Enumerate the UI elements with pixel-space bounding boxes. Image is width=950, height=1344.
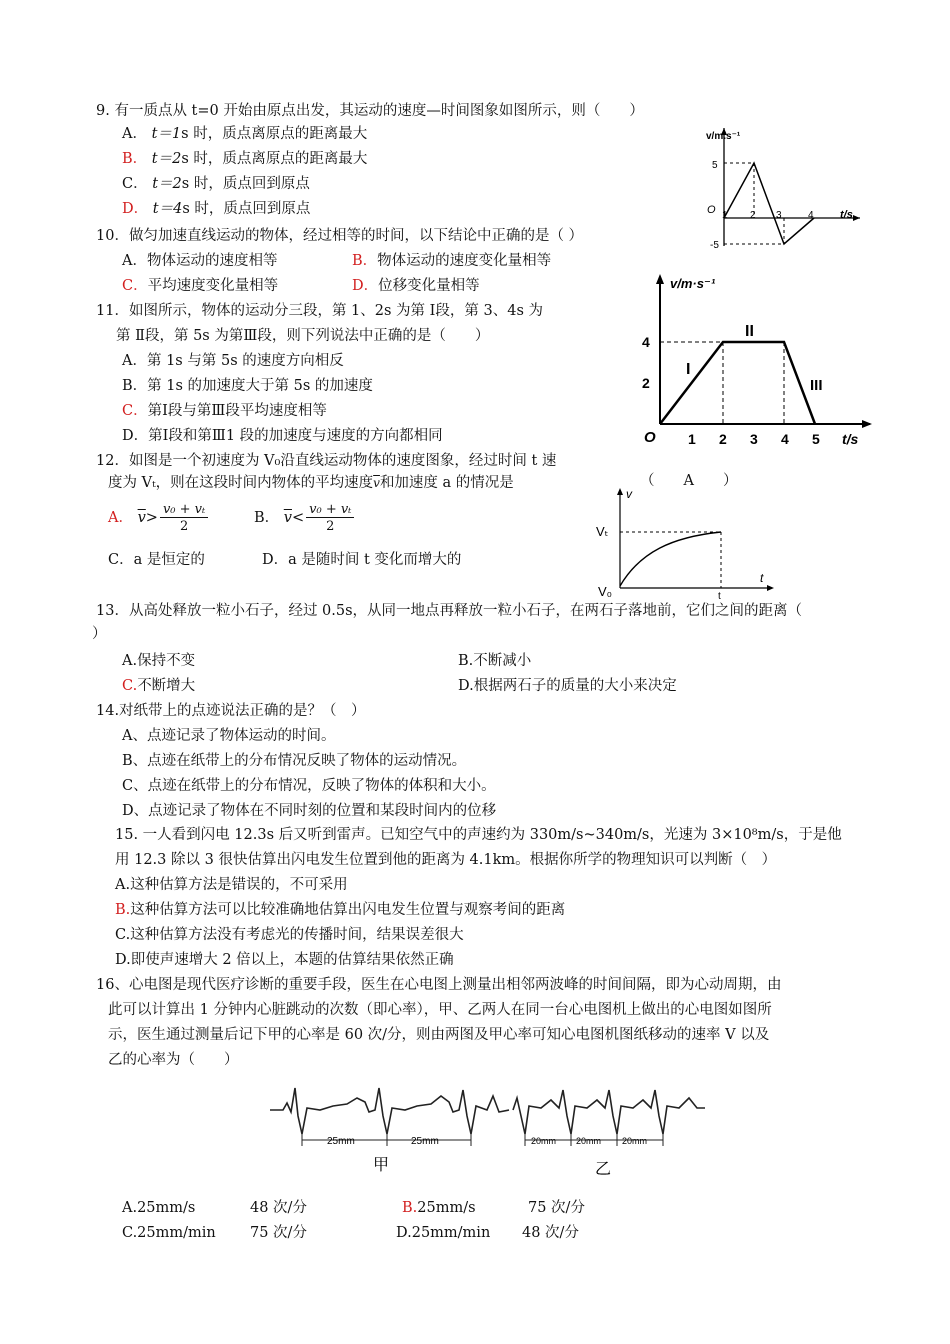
q11-x-tick-2: 2 — [719, 431, 727, 447]
q9-option-t: t＝1 — [151, 126, 182, 142]
q9-x-tick-4: 4 — [808, 210, 814, 221]
q12-fraction — [306, 503, 354, 533]
q9-option-d[interactable] — [122, 202, 310, 217]
q16-option-d[interactable] — [396, 1225, 579, 1241]
ecg-jia-gap-label-2: 25mm — [411, 1136, 439, 1147]
q11-x-arrow — [862, 420, 872, 428]
ecg-trace-yi — [513, 1090, 705, 1134]
q15-stem-line2: 用 12.3 除以 3 很快估算出闪电发生位置到他的距离为 4.1km。根据你所学的物理知识可以判断（ ） — [115, 852, 777, 868]
ecg-yi-gap-label-1: 20mm — [531, 1136, 557, 1146]
q10-option-d[interactable] — [352, 279, 480, 294]
q9-vt-graph — [670, 118, 870, 258]
q14-option-b[interactable]: B、点迹在纸带上的分布情况反映了物体的运动情况。 — [122, 753, 467, 769]
q10-stem: 10．做匀加速直线运动的物体，经过相等的时间，以下结论中正确的是（ ） — [96, 228, 584, 244]
q16-option-a-speed: A.25mm/s — [122, 1200, 196, 1216]
q12-option-d[interactable]: D．a 是随时间 t 变化而增大的 — [262, 552, 462, 568]
q10-option-a[interactable]: A．物体运动的速度相等 — [122, 253, 278, 269]
q10-option-letter: D． — [352, 278, 379, 294]
q11-x-tick-4: 4 — [781, 431, 789, 447]
q11-y-tick-4: 4 — [642, 334, 650, 350]
ecg-yi-gap-label-2: 20mm — [576, 1136, 602, 1146]
q13-option-c[interactable] — [122, 679, 195, 694]
q9-option-text: s 时，质点回到原点 — [182, 201, 311, 217]
q14-option-a[interactable]: A、点迹记录了物体运动的时间。 — [122, 728, 336, 744]
q12-gt: > — [145, 510, 158, 526]
q9-x-arrow — [853, 215, 860, 221]
q12-numerator: v₀ + vₜ — [160, 503, 208, 518]
q9-x-tick-3: 3 — [776, 210, 782, 221]
q16-option-a[interactable] — [122, 1200, 307, 1216]
q11-x-label: t/s — [842, 431, 859, 447]
q9-option-t: t＝2 — [151, 151, 182, 167]
q11-stem-line2: 第 Ⅱ段，第 5s 为第Ⅲ段，则下列说法中正确的是（ ） — [116, 328, 490, 344]
q9-x-tick-1: 1 — [722, 210, 728, 221]
q12-option-a[interactable] — [108, 503, 208, 533]
q9-option-text: s 时，质点回到原点 — [181, 176, 310, 192]
q9-option-a[interactable] — [122, 127, 367, 142]
q13-option-letter: C. — [122, 678, 138, 694]
q14-option-c[interactable]: C、点迹在纸带上的分布情况，反映了物体的体积和大小。 — [122, 778, 496, 794]
q12-y-label: v — [626, 487, 632, 501]
q9-x-tick-2: 2 — [750, 210, 756, 221]
q10-option-letter: B． — [352, 253, 378, 269]
q12-v0-label: V₀ — [598, 584, 613, 599]
q16-stem-line2: 此可以计算出 1 分钟内心脏跳动的次数（即心率），甲、乙两人在同一台心电图机上做出的心电图如图所 — [108, 1002, 772, 1018]
q16-option-b-rate: 75 次/分 — [528, 1200, 585, 1216]
q11-vt-graph — [630, 266, 880, 456]
q16-option-a-rate: 48 次/分 — [250, 1200, 307, 1216]
q9-y-tick-neg5: -5 — [710, 240, 719, 251]
q10-option-c[interactable] — [122, 279, 278, 294]
q16-option-d-speed: D.25mm/min — [396, 1225, 491, 1241]
q12-x-arrow — [767, 585, 774, 591]
q16-option-b-speed-text: 25mm/s — [417, 1200, 476, 1216]
q14-option-d[interactable]: D、点迹记录了物体在不同时刻的位置和某段时间内的位移 — [122, 803, 497, 819]
q16-option-d-rate: 48 次/分 — [522, 1225, 579, 1241]
q12-y-arrow — [617, 488, 623, 495]
q15-stem-line1: 15. 一人看到闪电 12.3s 后又听到雷声。已知空气中的声速约为 330m/s~340m/s，光速为 3×10⁸m/s，于是他 — [115, 827, 842, 843]
q12-fraction — [160, 503, 208, 533]
q9-option-t: t＝2 — [152, 176, 182, 192]
q12-stem-text: 度为 Vₜ，则在这段时间内物体的平均速度 — [108, 475, 374, 491]
q9-y-label: v/m.s⁻¹ — [706, 131, 741, 142]
q9-y-tick-5: 5 — [712, 160, 718, 171]
q15-option-c[interactable]: C.这种估算方法没有考虑光的传播时间，结果误差很大 — [115, 927, 464, 943]
q12-lt: < — [291, 510, 305, 526]
q12-denominator: 2 — [326, 519, 335, 534]
ecg-yi-gap-label-3: 20mm — [622, 1136, 648, 1146]
q12-denominator: 2 — [179, 519, 189, 534]
q11-option-letter: C． — [122, 403, 148, 419]
q16-stem-line4: 乙的心率为（ ） — [108, 1052, 239, 1068]
q11-x-tick-1: 1 — [688, 431, 696, 447]
q13-option-b[interactable]: B.不断减小 — [458, 653, 532, 669]
q16-option-c-speed: C.25mm/min — [122, 1225, 216, 1241]
q11-origin: O — [644, 429, 656, 446]
q13-stem-line1: 13．从高处释放一粒小石子，经过 0.5s，从同一地点再释放一粒小石子，在两石子落地前，它们之间的距离（ — [96, 603, 803, 619]
q9-option-text: s 时，质点离原点的距离最大 — [181, 126, 368, 142]
ecg-yi-label: 乙 — [595, 1161, 612, 1178]
q16-option-b[interactable] — [402, 1200, 585, 1216]
q16-option-c[interactable] — [122, 1225, 307, 1241]
q11-segment-2-label: II — [745, 323, 754, 340]
q16-stem-line1: 16、心电图是现代医疗诊断的重要手段，医生在心电图上测量出相邻两波峰的时间间隔，即为心动周期，由 — [96, 977, 782, 993]
q15-option-d[interactable]: D.即使声速增大 2 倍以上，本题的估算结果依然正确 — [115, 952, 454, 968]
q11-option-b[interactable]: B．第 1s 的加速度大于第 5s 的加速度 — [122, 378, 373, 394]
q15-option-letter: B. — [115, 902, 131, 918]
q12-vt-graph — [592, 482, 782, 600]
ecg-jia-label: 甲 — [373, 1157, 390, 1174]
q11-segment-3-label: III — [810, 377, 823, 394]
q12-vbar: $\overline{v}$ — [283, 510, 292, 526]
q10-option-text: 物体运动的速度变化量相等 — [377, 253, 552, 269]
q9-option-letter: D． — [122, 201, 149, 217]
q12-answer: （ A ） — [640, 473, 738, 489]
q11-option-c[interactable] — [122, 404, 327, 419]
q12-x-label: t — [760, 571, 764, 585]
q16-option-letter: B. — [402, 1200, 418, 1216]
q11-segment-1-label: I — [686, 361, 691, 378]
q9-option-t: t＝4 — [152, 201, 183, 217]
q16-stem-line3: 示，医生通过测量后记下甲的心率是 60 次/分，则由两图及甲心率可知心电图机图纸移动的速率 V 以及 — [108, 1027, 770, 1043]
q12-vbar: $\overline{v}$ — [373, 476, 380, 490]
q12-numerator: v₀ + vₜ — [306, 503, 354, 518]
q15-option-text: 这种估算方法可以比较准确地估算出闪电发生位置与观察考间的距离 — [130, 902, 566, 918]
q9-option-letter: C． — [122, 176, 148, 192]
q13-option-text: 不断增大 — [137, 678, 196, 694]
q11-option-a[interactable]: A．第 1s 与第 5s 的速度方向相反 — [122, 353, 344, 369]
q12-option-b[interactable] — [254, 503, 354, 533]
q12-option-c[interactable]: C．a 是恒定的 — [108, 552, 205, 568]
q16-ecg-figure — [265, 1068, 730, 1188]
q12-stem-text-2: 和加速度 a 的情况是 — [379, 475, 514, 491]
q10-option-text: 位移变化量相等 — [378, 278, 480, 294]
q12-vbar: $\overline{v}$ — [137, 510, 146, 526]
q12-stem-line1: 12．如图是一个初速度为 V₀沿直线运动物体的速度图象，经过时间 t 速 — [96, 453, 557, 469]
q13-stem-line2: ） — [92, 626, 107, 642]
q12-option-letter: B． — [254, 510, 280, 526]
q11-stem-line1: 11．如图所示，物体的运动分三段，第 1、2s 为第 Ⅰ段，第 3、4s 为 — [96, 303, 544, 319]
q11-velocity-line — [660, 342, 815, 424]
q12-vt-label: Vₜ — [596, 524, 609, 539]
q9-option-c[interactable] — [122, 177, 310, 192]
q9-velocity-line — [724, 163, 814, 244]
q13-option-d[interactable]: D.根据两石子的质量的大小来决定 — [458, 678, 677, 694]
q12-option-letter: A． — [108, 510, 133, 526]
q12-stem-line2 — [108, 476, 514, 491]
q9-option-letter: A． — [122, 126, 147, 142]
q11-y-label: v/m·s⁻¹ — [670, 276, 716, 291]
q12-t-tick: t — [718, 591, 721, 600]
q11-x-tick-5: 5 — [812, 431, 820, 447]
q15-option-b[interactable] — [115, 903, 565, 918]
q16-option-c-rate: 75 次/分 — [250, 1225, 307, 1241]
q10-option-text: 平均速度变化量相等 — [147, 278, 279, 294]
q11-y-tick-2: 2 — [642, 375, 650, 391]
q11-y-arrow — [656, 274, 664, 284]
q14-stem: 14.对纸带上的点迹说法正确的是？（ ） — [96, 703, 366, 719]
q11-option-d[interactable]: D．第Ⅰ段和第Ⅲ1 段的加速度与速度的方向都相同 — [122, 428, 443, 444]
q9-option-letter: B． — [122, 151, 148, 167]
q9-x-label: t/s — [840, 209, 853, 221]
ecg-trace-jia — [270, 1088, 509, 1134]
q9-origin: O — [707, 204, 716, 216]
q15-option-a[interactable]: A.这种估算方法是错误的，不可采用 — [115, 877, 348, 893]
q11-x-tick-3: 3 — [750, 431, 758, 447]
q10-option-b[interactable] — [352, 254, 551, 269]
q9-stem: 9. 有一质点从 t=0 开始由原点出发，其运动的速度—时间图象如图所示，则（ ） — [96, 103, 644, 119]
q9-option-b[interactable] — [122, 152, 367, 167]
q13-option-a[interactable]: A.保持不变 — [122, 653, 196, 669]
q11-option-text: 第Ⅰ段与第Ⅲ段平均速度相等 — [147, 403, 327, 419]
ecg-jia-gap-label-1: 25mm — [327, 1136, 355, 1147]
q12-velocity-curve — [620, 532, 721, 586]
q9-option-text: s 时，质点离原点的距离最大 — [181, 151, 368, 167]
q10-option-letter: C． — [122, 278, 148, 294]
